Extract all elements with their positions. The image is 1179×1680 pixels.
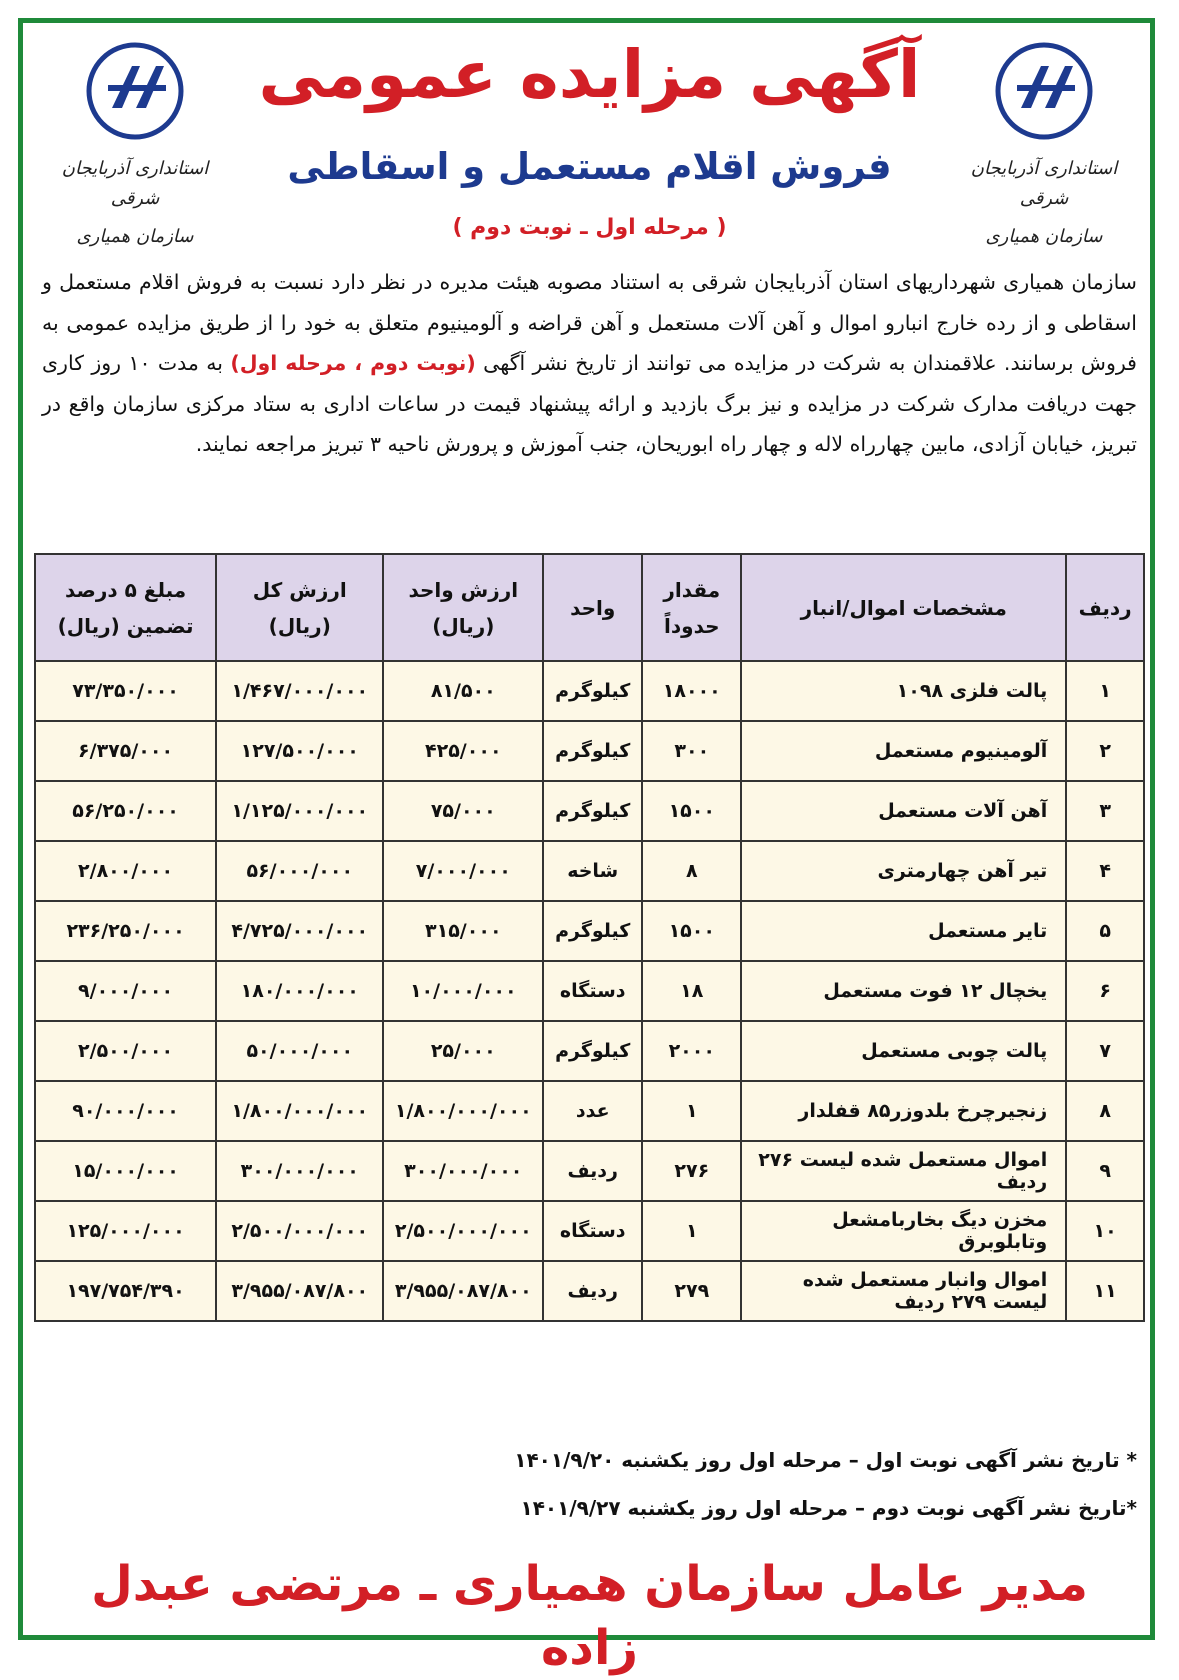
table-row (35, 961, 1144, 1021)
cell-total-value: ۱۲۷/۵۰۰/۰۰۰ (216, 721, 383, 781)
auction-items-table (34, 553, 1145, 1322)
cell-row-number: ۹ (1066, 1141, 1144, 1201)
cell-quantity: ۱ (642, 1081, 741, 1141)
cell-unit: کیلوگرم (543, 721, 642, 781)
cell-unit: شاخه (543, 841, 642, 901)
cell-total-value: ۱/۸۰۰/۰۰۰/۰۰۰ (216, 1081, 383, 1141)
signature-line: مدیر عامل سازمان همیاری ـ مرتضی عبدل زاده (91, 1556, 1088, 1676)
cell-unit: عدد (543, 1081, 642, 1141)
header-description: مشخصات اموال/انبار (741, 554, 1066, 661)
cell-unit-value: ۱/۸۰۰/۰۰۰/۰۰۰ (383, 1081, 543, 1141)
cell-quantity: ۱۵۰۰ (642, 781, 741, 841)
cell-total-value: ۳/۹۵۵/۰۸۷/۸۰۰ (216, 1261, 383, 1321)
publication-notes (60, 1436, 1137, 1532)
header-deposit-line1: مبلغ ۵ درصد (64, 577, 187, 602)
cell-unit-value: ۳/۹۵۵/۰۸۷/۸۰۰ (383, 1261, 543, 1321)
cell-deposit: ۹/۰۰۰/۰۰۰ (35, 961, 216, 1021)
header-row-number: ردیف (1066, 554, 1144, 661)
cell-row-number: ۳ (1066, 781, 1144, 841)
cell-total-value: ۵۰/۰۰۰/۰۰۰ (216, 1021, 383, 1081)
header-quantity-line2: حدوداً (664, 613, 720, 638)
cell-unit: ردیف (543, 1261, 642, 1321)
table-row (35, 661, 1144, 721)
cell-description: اموال وانبار مستعمل شده لیست ۲۷۹ ردیف (741, 1261, 1066, 1321)
cell-unit-value: ۲/۵۰۰/۰۰۰/۰۰۰ (383, 1201, 543, 1261)
table-row (35, 901, 1144, 961)
cell-unit-value: ۳۱۵/۰۰۰ (383, 901, 543, 961)
logo-caption-line1: استانداری آذربایجان شرقی (61, 158, 209, 209)
table-row (35, 841, 1144, 901)
cell-total-value: ۱/۴۶۷/۰۰۰/۰۰۰ (216, 661, 383, 721)
cell-total-value: ۲/۵۰۰/۰۰۰/۰۰۰ (216, 1201, 383, 1261)
cell-unit-value: ۷۵/۰۰۰ (383, 781, 543, 841)
logo-caption-line2: سازمان همیاری (76, 226, 194, 247)
table-row (35, 1141, 1144, 1201)
cell-deposit: ۲/۵۰۰/۰۰۰ (35, 1021, 216, 1081)
cell-quantity: ۸ (642, 841, 741, 901)
cell-quantity: ۲۷۹ (642, 1261, 741, 1321)
logo-caption-line2: سازمان همیاری (985, 226, 1103, 247)
cell-total-value: ۱۸۰/۰۰۰/۰۰۰ (216, 961, 383, 1021)
cell-unit-value: ۸۱/۵۰۰ (383, 661, 543, 721)
cell-deposit: ۶/۳۷۵/۰۰۰ (35, 721, 216, 781)
cell-total-value: ۵۶/۰۰۰/۰۰۰ (216, 841, 383, 901)
cell-unit: کیلوگرم (543, 901, 642, 961)
cell-unit-value: ۷/۰۰۰/۰۰۰ (383, 841, 543, 901)
cell-unit-value: ۲۵/۰۰۰ (383, 1021, 543, 1081)
cell-quantity: ۲۷۶ (642, 1141, 741, 1201)
table-row (35, 1201, 1144, 1261)
cell-unit-value: ۳۰۰/۰۰۰/۰۰۰ (383, 1141, 543, 1201)
table-row (35, 781, 1144, 841)
table-header-row (35, 554, 1144, 661)
cell-deposit: ۱۲۵/۰۰۰/۰۰۰ (35, 1201, 216, 1261)
cell-quantity: ۱۸ (642, 961, 741, 1021)
logo-caption-line1: استانداری آذربایجان شرقی (970, 158, 1118, 209)
cell-deposit: ۱۹۷/۷۵۴/۳۹۰ (35, 1261, 216, 1321)
cell-description: آلومینیوم مستعمل (741, 721, 1066, 781)
header-deposit (35, 554, 216, 661)
cell-row-number: ۵ (1066, 901, 1144, 961)
cell-row-number: ۶ (1066, 961, 1144, 1021)
header-unit: واحد (543, 554, 642, 661)
cell-description: زنجیرچرخ بلدوزر۸۵ قفلدار (741, 1081, 1066, 1141)
cell-unit: کیلوگرم (543, 1021, 642, 1081)
cell-description: پالت چوبی مستعمل (741, 1021, 1066, 1081)
cell-row-number: ۴ (1066, 841, 1144, 901)
header-quantity-line1: مقدار (663, 577, 721, 602)
cell-description: یخچال ۱۲ فوت مستعمل (741, 961, 1066, 1021)
table-row (35, 1261, 1144, 1321)
cell-unit: ردیف (543, 1141, 642, 1201)
cell-quantity: ۱ (642, 1201, 741, 1261)
cell-row-number: ۲ (1066, 721, 1144, 781)
cell-deposit: ۹۰/۰۰۰/۰۰۰ (35, 1081, 216, 1141)
cell-quantity: ۱۸۰۰۰ (642, 661, 741, 721)
note-first-publication: * تاریخ نشر آگهی نوبت اول – مرحله اول روز یکشنبه ۱۴۰۱/۹/۲۰ (514, 1448, 1137, 1472)
cell-quantity: ۱۵۰۰ (642, 901, 741, 961)
cell-description: تیر آهن چهارمتری (741, 841, 1066, 901)
table-row (35, 721, 1144, 781)
cell-deposit: ۱۵/۰۰۰/۰۰۰ (35, 1141, 216, 1201)
page-subtitle: فروش اقلام مستعمل و اسقاطی (287, 145, 892, 188)
page-title: آگهی مزایده عمومی (258, 36, 921, 113)
cell-description: آهن آلات مستعمل (741, 781, 1066, 841)
intro-highlight: (نوبت دوم ، مرحله اول) (230, 351, 476, 375)
cell-unit: دستگاه (543, 1201, 642, 1261)
cell-unit-value: ۱۰/۰۰۰/۰۰۰ (383, 961, 543, 1021)
cell-row-number: ۷ (1066, 1021, 1144, 1081)
cell-description: مخزن دیگ بخاربامشعل وتابلوبرق (741, 1201, 1066, 1261)
organization-logo-icon (80, 36, 190, 146)
cell-quantity: ۲۰۰۰ (642, 1021, 741, 1081)
cell-total-value: ۳۰۰/۰۰۰/۰۰۰ (216, 1141, 383, 1201)
logo-right (959, 36, 1129, 252)
cell-row-number: ۸ (1066, 1081, 1144, 1141)
organization-logo-icon (989, 36, 1099, 146)
cell-total-value: ۱/۱۲۵/۰۰۰/۰۰۰ (216, 781, 383, 841)
note-second-publication: *تاریخ نشر آگهی نوبت دوم – مرحله اول روز یکشنبه ۱۴۰۱/۹/۲۷ (520, 1496, 1137, 1520)
cell-total-value: ۴/۷۲۵/۰۰۰/۰۰۰ (216, 901, 383, 961)
cell-description: اموال مستعمل شده لیست ۲۷۶ ردیف (741, 1141, 1066, 1201)
intro-paragraph (42, 262, 1137, 465)
cell-unit-value: ۴۲۵/۰۰۰ (383, 721, 543, 781)
header-quantity (642, 554, 741, 661)
stage-label: ( مرحله اول ـ نوبت دوم ) (452, 215, 727, 240)
cell-unit: دستگاه (543, 961, 642, 1021)
cell-description: تایر مستعمل (741, 901, 1066, 961)
header-total-value: ارزش کل (ریال) (216, 554, 383, 661)
cell-unit: کیلوگرم (543, 781, 642, 841)
table-row (35, 1081, 1144, 1141)
cell-quantity: ۳۰۰ (642, 721, 741, 781)
cell-deposit: ۵۶/۲۵۰/۰۰۰ (35, 781, 216, 841)
intro-text-part1: سازمان همیاری شهرداریهای استان آذربایجان شرقی به استناد مصوبه هیئت مدیره در نظر دارد نسبت به فروش اقلام مستعمل و اسقاطی و از رده خارج انبارو اموال و آهن آلات مستعمل و آهن قراضه و آلومینیوم متعلق به خود را از طریق مزایده عمومی به فروش برسانند. علاقمندان به شرکت در مزایده می توانند از تاریخ نشر آگهی (42, 270, 1137, 375)
cell-deposit: ۲۳۶/۲۵۰/۰۰۰ (35, 901, 216, 961)
cell-row-number: ۱ (1066, 661, 1144, 721)
header-unit-value (383, 554, 543, 661)
cell-row-number: ۱۱ (1066, 1261, 1144, 1321)
intro-text-part2: به مدت ۱۰ روز کاری جهت دریافت مدارک شرکت در مزایده و نیز برگ بازدید و ارائه پیشنهاد قیمت در ساعات اداری به ستاد مرکزی سازمان واقع در تبریز، خیابان آزادی، مابین چهارراه لاله و چهار راه ابوریحان، جنب آموزش و پرورش ناحیه ۳ تبریز مراجعه نمایند. (42, 351, 1137, 456)
cell-description: پالت فلزی ۱۰۹۸ (741, 661, 1066, 721)
cell-deposit: ۷۳/۳۵۰/۰۰۰ (35, 661, 216, 721)
header-unit-value-line1: ارزش واحد (408, 577, 519, 602)
header-unit-value-line2: (ریال) (432, 613, 495, 638)
header-deposit-line2: تضمین (ریال) (57, 613, 194, 638)
cell-unit: کیلوگرم (543, 661, 642, 721)
logo-left (50, 36, 220, 252)
table-row (35, 1021, 1144, 1081)
cell-deposit: ۲/۸۰۰/۰۰۰ (35, 841, 216, 901)
cell-row-number: ۱۰ (1066, 1201, 1144, 1261)
